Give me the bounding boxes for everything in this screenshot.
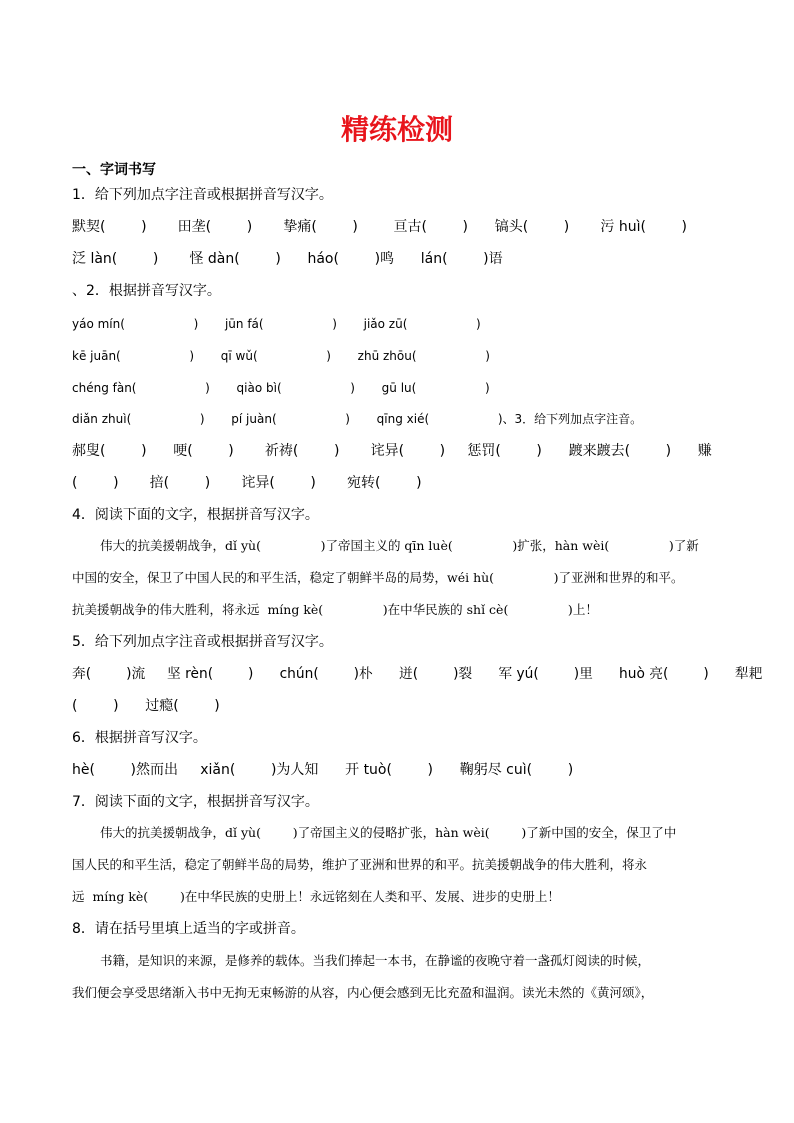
q7-paragraph-line: 国人民的和平生活，稳定了朝鲜半岛的局势，维护了亚洲和世界的和平。抗美援朝战争的伟大胜利，将永 [72, 857, 648, 872]
q8-paragraph-line: 我们便会享受思绪渐入书中无拘无束畅游的从容，内心便会感到无比充盈和温润。读光未然的《黄河颂》， [72, 985, 654, 1000]
q5-heading: 5．给下列加点字注音或根据拼音写汉字。 [72, 634, 333, 650]
q7-paragraph-line: 远 míng kè( )在中华民族的史册上！永远铭刻在人类和平、发展、进步的史册上！ [72, 889, 560, 904]
q4-paragraph-line: 伟大的抗美援朝战争，dǐ yù( )了帝国主义的 qīn luè( )扩张，hàn wèi( )了新 [100, 538, 699, 553]
q1-heading: 1．给下列加点字注音或根据拼音写汉字。 [72, 187, 333, 203]
q6-row: hè( )然而出 xiǎn( )为人知 开 tuò( ) 鞠躬尽 cuì( ) [72, 762, 574, 778]
q1-row: 泛 làn( ) 怪 dàn( ) háo( )鸣 lán( )语 [72, 251, 503, 267]
q5-row: 奔( )流 坚 rèn( ) chún( )朴 迸( )裂 军 yú( )里 huò 亮( ) 犁耙 [72, 666, 763, 682]
q2-heading: 、2．根据拼音写汉字。 [72, 283, 221, 299]
q7-paragraph-line: 伟大的抗美援朝战争，dǐ yù( )了帝国主义的侵略扩张，hàn wèi( )了新中国的安全，保卫了中 [100, 825, 677, 840]
q5-row: ( ) 过瘾( ) [72, 698, 220, 714]
q3-row: ( ) 掊( ) 诧异( ) 宛转( ) [72, 475, 422, 491]
q8-paragraph-line: 书籍，是知识的来源，是修养的载体。当我们捧起一本书，在静谧的夜晚守着一盏孤灯阅读的时候， [100, 953, 651, 968]
q4-heading: 4．阅读下面的文字，根据拼音写汉字。 [72, 507, 319, 523]
q4-paragraph-line: 抗美援朝战争的伟大胜利，将永远 míng kè( )在中华民族的 shǐ cè( )上！ [72, 602, 598, 617]
q8-heading: 8．请在括号里填上适当的字或拼音。 [72, 921, 305, 937]
q4-paragraph-line: 中国的安全，保卫了中国人民的和平生活，稳定了朝鲜半岛的局势，wéi hù( )了亚洲和世界的和平。 [72, 570, 684, 585]
q2-row: diǎn zhuì( ) pí juàn( ) qīng xié( )、3．给下列加点字注音。 [72, 412, 643, 426]
q7-heading: 7．阅读下面的文字，根据拼音写汉字。 [72, 794, 319, 810]
section-heading: 一、字词书写 [72, 162, 156, 178]
q2-row: chéng fàn( ) qiào bì( ) gū lu( ) [72, 381, 490, 395]
q3-row: 郝叟( ) 哽( ) 祈祷( ) 诧异( ) 惩罚( ) 踱来踱去( ) 赚 [72, 443, 712, 459]
q2-row: yáo mín( ) jūn fá( ) jiǎo zū( ) [72, 317, 481, 331]
q2-row: kē juān( ) qī wǔ( ) zhū zhōu( ) [72, 349, 490, 363]
q6-heading: 6．根据拼音写汉字。 [72, 730, 207, 746]
page-title: 精练检测 [340, 113, 453, 146]
q1-row: 默契( ) 田垄( ) 挚痛( ) 亘古( ) 镐头( ) 污 huì( ) [72, 219, 687, 235]
